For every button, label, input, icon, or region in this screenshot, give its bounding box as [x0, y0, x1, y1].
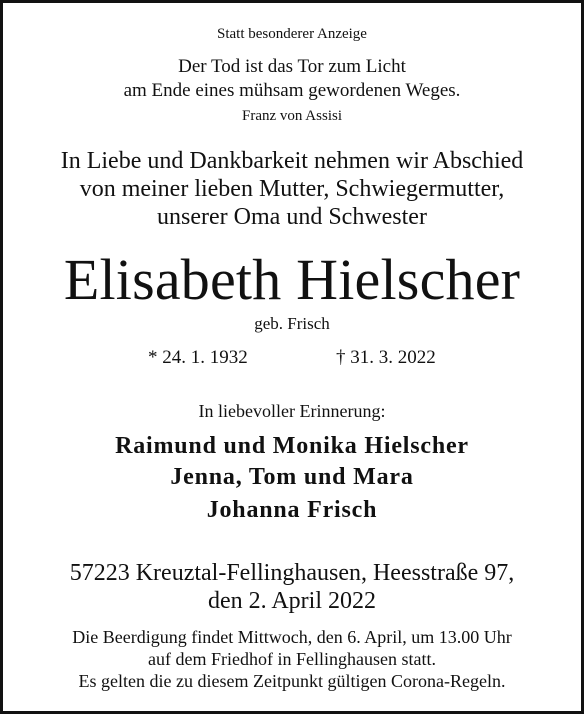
mourner-line-3: Johanna Frisch [206, 497, 378, 523]
notice-type: Statt besonderer Anzeige [217, 26, 367, 42]
farewell-line-3: unserer Oma und Schwester [157, 204, 427, 230]
death-date: † 31. 3. 2022 [336, 347, 436, 368]
quote-line-1: Der Tod ist das Tor zum Licht [178, 56, 406, 77]
maiden-name: geb. Frisch [254, 314, 330, 333]
birth-date: * 24. 1. 1932 [148, 347, 248, 368]
funeral-line-2: auf dem Friedhof in Fellinghausen statt. [148, 649, 436, 669]
quote-author: Franz von Assisi [241, 108, 342, 124]
remembrance-intro: In liebevoller Erinnerung: [198, 401, 386, 421]
address-line: 57223 Kreuztal-Fellinghausen, Heesstraße 97, [69, 560, 515, 586]
farewell-line-1: In Liebe und Dankbarkeit nehmen wir Abschied [60, 148, 524, 174]
funeral-line-1: Die Beerdigung findet Mittwoch, den 6. April, um 13.00 Uhr [72, 627, 512, 647]
farewell-line-2: von meiner lieben Mutter, Schwiegermutter, [79, 176, 505, 202]
mourner-line-2: Jenna, Tom und Mara [170, 464, 414, 490]
mourner-line-1: Raimund und Monika Hielscher [115, 433, 469, 459]
quote-line-2: am Ende eines mühsam gewordenen Weges. [123, 80, 461, 101]
deceased-name: Elisabeth Hielscher [63, 247, 521, 312]
funeral-line-3: Es gelten die zu diesem Zeitpunkt gültigen Corona-Regeln. [78, 671, 506, 691]
date-line: den 2. April 2022 [208, 588, 376, 614]
